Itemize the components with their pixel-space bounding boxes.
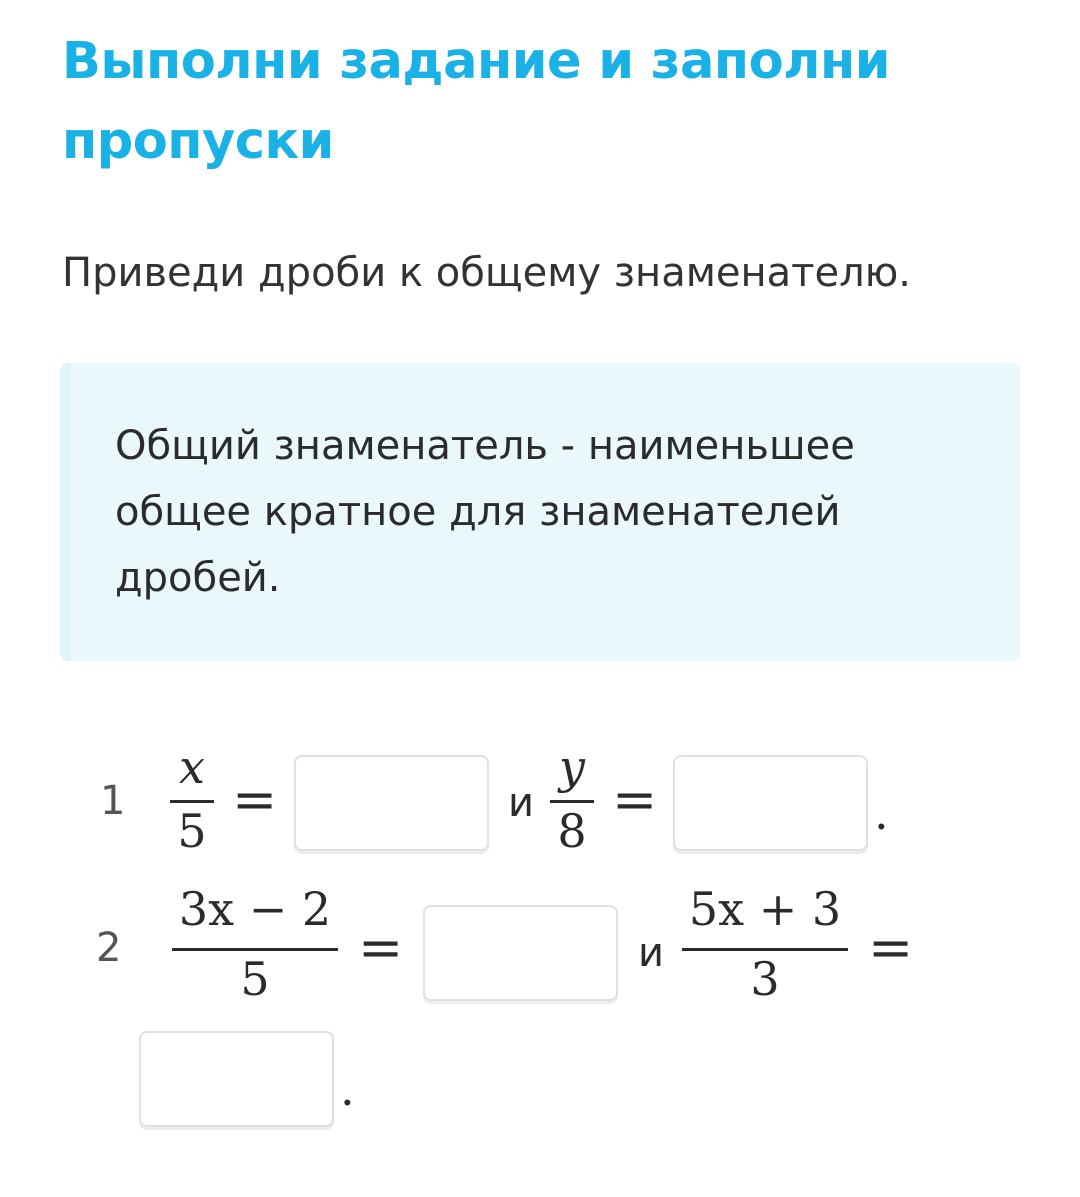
equals-sign: = (612, 768, 658, 831)
fraction-y-over-8 (550, 740, 594, 870)
fraction-denominator: 5 (177, 804, 207, 858)
fraction-denominator: 8 (557, 804, 587, 858)
equals-sign: = (358, 916, 404, 979)
fraction-bar (170, 800, 214, 803)
fraction-denominator: 3 (750, 952, 780, 1006)
fraction-bar (682, 948, 848, 951)
task-instruction: Приведи дроби к общему знаменателю. (62, 250, 912, 296)
equals-sign: = (868, 916, 914, 979)
equals-sign: = (232, 768, 278, 831)
answer-input-2b[interactable] (139, 1031, 334, 1127)
task-number: 1 (100, 778, 126, 824)
conjunction-and: и (508, 780, 534, 826)
page-title: Выполни задание и заполни пропуски (62, 32, 890, 171)
conjunction-and: и (638, 930, 664, 976)
task-number: 2 (96, 925, 122, 971)
fraction-bar (172, 948, 338, 951)
fraction-numerator: 5x + 3 (688, 882, 842, 936)
hint-accent-bar (60, 363, 70, 661)
fraction-numerator: 3x − 2 (178, 882, 332, 936)
hint-box (60, 363, 1020, 661)
fraction-numerator: y (559, 740, 585, 794)
fraction-x-over-5 (170, 740, 214, 870)
hint-text: Общий знаменатель - наименьшее общее кратное для знаменателей дробей. (115, 423, 855, 601)
period: . (340, 1062, 355, 1116)
fraction-denominator: 5 (240, 952, 270, 1006)
fraction-3x-minus-2-over-5 (172, 882, 338, 1012)
answer-input-2a[interactable] (423, 905, 618, 1001)
period: . (874, 786, 889, 840)
fraction-numerator: x (179, 740, 205, 794)
fraction-5x-plus-3-over-3 (682, 882, 848, 1012)
fraction-bar (550, 800, 594, 803)
answer-input-1a[interactable] (294, 755, 489, 851)
answer-input-1b[interactable] (673, 755, 868, 851)
